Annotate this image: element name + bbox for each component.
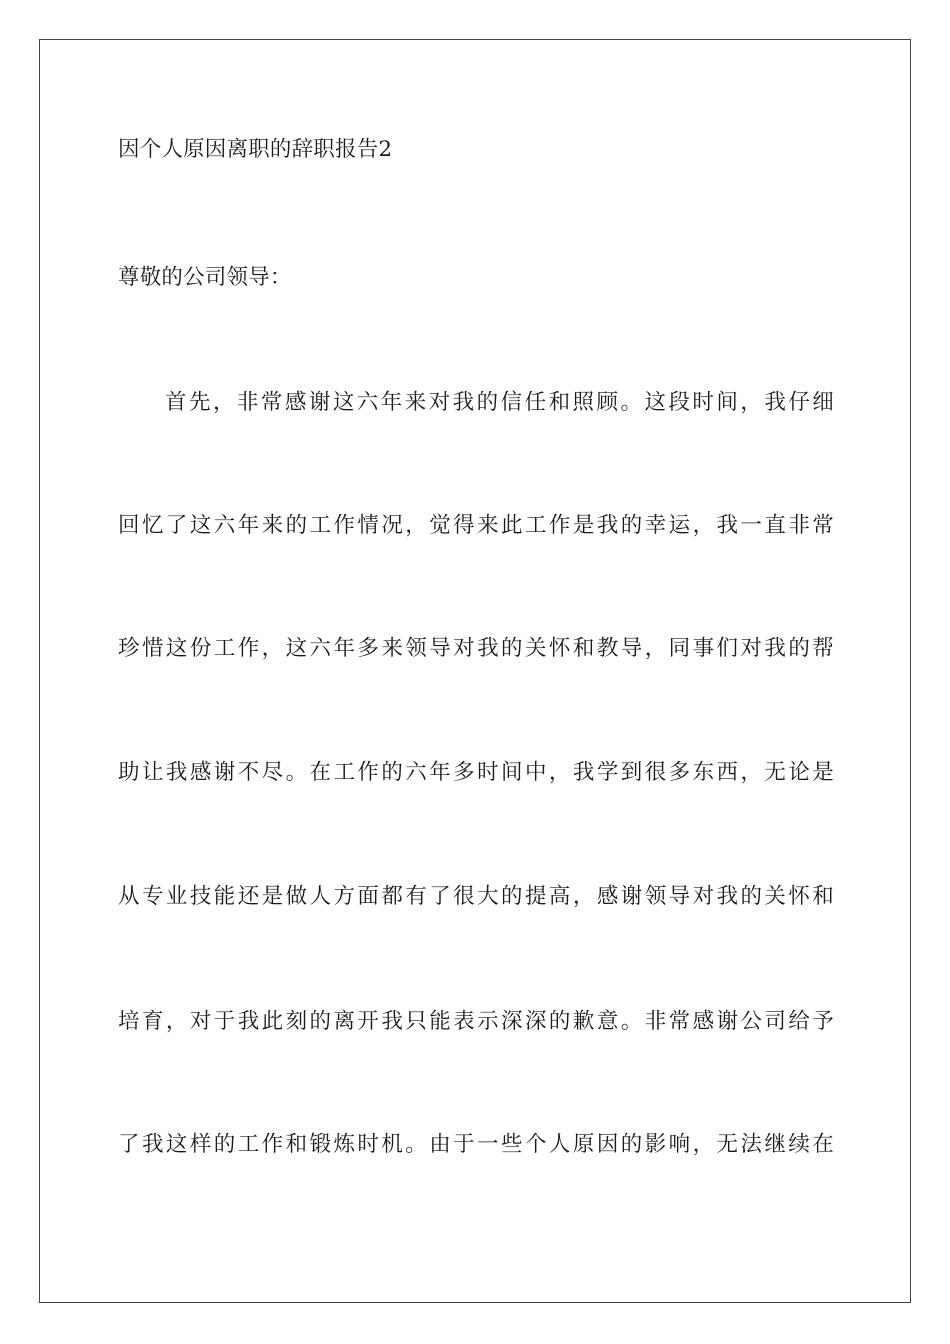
salutation: 尊敬的公司领导： [118,265,292,290]
body-line: 从专业技能还是做人方面都有了很大的提高，感谢领导对我的关怀和 [118,884,834,909]
body-line: 珍惜这份工作，这六年多来领导对我的关怀和教导，同事们对我的帮 [118,636,834,661]
body-line: 回忆了这六年来的工作情况，觉得来此工作是我的幸运，我一直非常 [118,513,834,538]
body-line: 培育，对于我此刻的离开我只能表示深深的歉意。非常感谢公司给予 [118,1009,834,1034]
body-line: 助让我感谢不尽。在工作的六年多时间中，我学到很多东西，无论是 [118,760,834,785]
page-border [39,39,911,1303]
body-line: 了我这样的工作和锻炼时机。由于一些个人原因的影响，无法继续在 [118,1132,834,1157]
body-line: 首先，非常感谢这六年来对我的信任和照顾。这段时间，我仔细 [165,390,834,415]
document-title: 因个人原因离职的辞职报告2 [118,137,393,162]
